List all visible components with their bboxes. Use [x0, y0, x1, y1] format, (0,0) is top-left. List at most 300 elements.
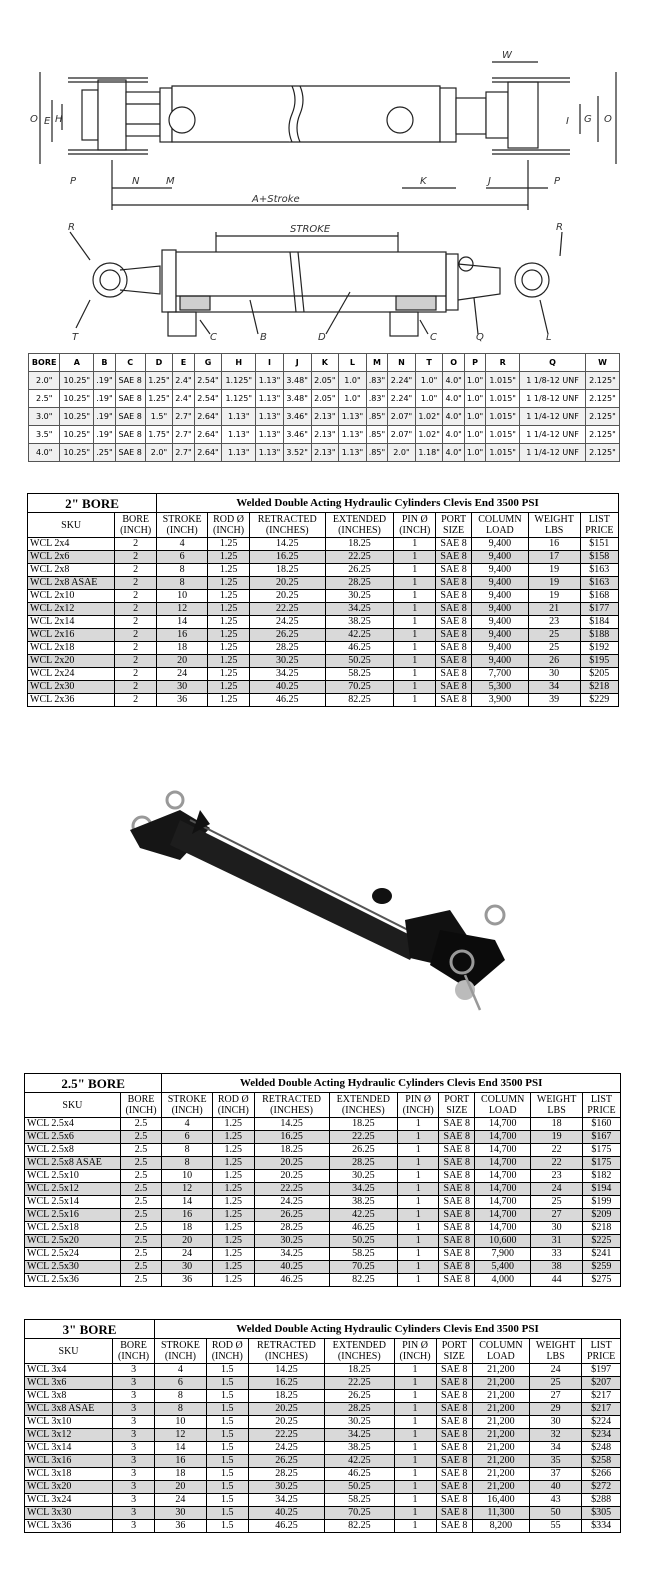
table-cell: 27 [529, 1390, 581, 1403]
column-header-line2: PRICE [587, 1105, 616, 1116]
table-cell: 1.25 [208, 629, 250, 642]
column-header-line2: SIZE [443, 1351, 465, 1362]
table-row [28, 538, 619, 551]
table-cell: 1 [394, 590, 436, 603]
column-header [115, 513, 157, 538]
dim-cell: 1.0" [415, 390, 443, 408]
table-cell: 1.25 [213, 1209, 254, 1222]
table-cell: 8 [155, 1390, 207, 1403]
dim-cell: 1 1/8-12 UNF [520, 372, 586, 390]
table-cell: 3 [113, 1416, 155, 1429]
table-cell: 1.5 [206, 1520, 248, 1533]
table-cell: 34.25 [249, 668, 325, 681]
table-cell: $229 [580, 694, 618, 707]
table-cell: 30.25 [325, 1416, 394, 1429]
dim-cell: C [115, 354, 145, 372]
dim-cell: 1.13" [256, 372, 284, 390]
dim-cell: 2.64" [194, 444, 222, 462]
table-cell: 30 [531, 1222, 583, 1235]
column-header-line1: EXTENDED [336, 1094, 390, 1105]
table-cell: 18.25 [329, 1118, 397, 1131]
column-header-line1: ROD Ø [213, 514, 244, 525]
dim-cell: 4.0" [443, 390, 464, 408]
column-header-line1: BORE [127, 1094, 155, 1105]
table-cell: SAE 8 [439, 1157, 475, 1170]
sku-cell: WCL 2.5x12 [25, 1183, 121, 1196]
sku-cell: WCL 3x12 [25, 1429, 113, 1442]
table-cell: SAE 8 [436, 1468, 472, 1481]
table-cell: 44 [531, 1274, 583, 1287]
sku-cell: WCL 2x4 [28, 538, 115, 551]
dim-cell: 3.52" [283, 444, 311, 462]
table-cell: $151 [580, 538, 618, 551]
table-cell: SAE 8 [439, 1209, 475, 1222]
table-row [28, 668, 619, 681]
table-cell: $184 [580, 616, 618, 629]
dim-cell: SAE 8 [115, 426, 145, 444]
table-cell: 2 [115, 681, 157, 694]
table-cell: 8 [155, 1403, 207, 1416]
table-cell: 1.25 [213, 1144, 254, 1157]
dim-cell: 10.25" [60, 408, 94, 426]
table-cell: $272 [582, 1481, 621, 1494]
table-cell: 2.5 [120, 1118, 161, 1131]
dim-cell: .85" [366, 444, 387, 462]
table-cell: 30 [528, 668, 580, 681]
table-cell: 3 [113, 1377, 155, 1390]
table-cell: 29 [529, 1403, 581, 1416]
table-cell: 1.5 [206, 1364, 248, 1377]
column-header [25, 1093, 121, 1118]
sku-cell: WCL 2x14 [28, 616, 115, 629]
dim-cell: .85" [366, 426, 387, 444]
table-cell: 26.25 [249, 629, 325, 642]
section-view-drawing [0, 218, 650, 348]
sku-cell: WCL 2.5x14 [25, 1196, 121, 1209]
table-cell: 24.25 [248, 1442, 324, 1455]
table-cell: $334 [582, 1520, 621, 1533]
table-row [25, 1183, 621, 1196]
table-cell: 1 [394, 668, 436, 681]
table-cell: 20.25 [254, 1170, 329, 1183]
table-cell: 2.5 [120, 1131, 161, 1144]
column-header [113, 1339, 155, 1364]
table-row [25, 1209, 621, 1222]
svg-text:J: J [488, 176, 491, 187]
a-stroke-label: A+Stroke [252, 194, 300, 205]
table-cell: 3 [113, 1520, 155, 1533]
table-cell: $241 [582, 1248, 620, 1261]
table-cell: SAE 8 [439, 1144, 475, 1157]
table-cell: 1 [394, 1416, 436, 1429]
column-header-line1: STROKE [160, 1340, 200, 1351]
dim-cell: 2.24" [388, 390, 416, 408]
bore-title: 3" BORE [25, 1320, 155, 1339]
dim-cell: 2.4" [173, 390, 194, 408]
table-cell: 1 [394, 1507, 436, 1520]
table-cell: 2.5 [120, 1157, 161, 1170]
table-cell: 20 [155, 1481, 207, 1494]
table-cell: 2 [115, 655, 157, 668]
dim-cell: 1 1/4-12 UNF [520, 444, 586, 462]
table-cell: 21,200 [472, 1455, 529, 1468]
table-cell: 3 [113, 1468, 155, 1481]
table-cell: 16.25 [254, 1131, 329, 1144]
table-cell: 14,700 [475, 1131, 531, 1144]
table-cell: 34.25 [325, 1429, 394, 1442]
column-header-line1: PORT [441, 514, 467, 525]
table-cell: SAE 8 [436, 1429, 472, 1442]
table-cell: 11,300 [472, 1507, 529, 1520]
table-row [25, 1196, 621, 1209]
column-header-line1: SKU [62, 1099, 83, 1111]
table-cell: SAE 8 [436, 1364, 472, 1377]
table-cell: 28.25 [248, 1468, 324, 1481]
table-cell: 14.25 [249, 538, 325, 551]
table-cell: 2 [115, 629, 157, 642]
column-header [162, 1093, 213, 1118]
table-cell: 25 [531, 1196, 583, 1209]
column-header [582, 1093, 620, 1118]
table-cell: SAE 8 [439, 1261, 475, 1274]
table-cell: 1.5 [206, 1481, 248, 1494]
sku-cell: WCL 2x8 ASAE [28, 577, 115, 590]
sku-cell: WCL 3x16 [25, 1455, 113, 1468]
dim-cell: 1.015" [486, 372, 520, 390]
table-cell: SAE 8 [436, 1455, 472, 1468]
table-row [25, 1170, 621, 1183]
column-header [394, 1339, 436, 1364]
sku-cell: WCL 3x24 [25, 1494, 113, 1507]
table-row [28, 694, 619, 707]
dim-cell: 2.5" [29, 390, 60, 408]
table-cell: SAE 8 [436, 1494, 472, 1507]
column-header-line1: PORT [441, 1340, 467, 1351]
table-cell: 34 [529, 1442, 581, 1455]
table-cell: 9,400 [472, 551, 529, 564]
table-cell: 18.25 [249, 564, 325, 577]
table-cell: 7,700 [472, 668, 529, 681]
svg-text:E: E [44, 116, 51, 127]
table-cell: 1 [394, 603, 436, 616]
column-header-line1: EXTENDED [332, 1340, 386, 1351]
table-row [25, 1403, 621, 1416]
table-cell: 1 [394, 1455, 436, 1468]
dim-cell: 2.64" [194, 408, 222, 426]
dim-cell: D [145, 354, 173, 372]
table-cell: 46.25 [249, 694, 325, 707]
column-header-line2: (INCH) [118, 1351, 150, 1362]
table-cell: 10 [157, 590, 208, 603]
svg-text:L: L [546, 332, 552, 343]
table-cell: 14,700 [475, 1118, 531, 1131]
dim-cell: 2.24" [388, 372, 416, 390]
table-cell: 28.25 [249, 642, 325, 655]
column-header-line1: WEIGHT [536, 1094, 577, 1105]
dim-cell: 2.7" [173, 408, 194, 426]
table-cell: 26.25 [248, 1455, 324, 1468]
column-header-line2: (INCH) [399, 525, 431, 536]
table-cell: 2 [115, 577, 157, 590]
table-cell: $199 [582, 1196, 620, 1209]
table-cell: 37 [529, 1468, 581, 1481]
table-cell: 1.5 [206, 1455, 248, 1468]
dim-cell: 1.0" [339, 390, 367, 408]
table-cell: 1 [394, 1442, 436, 1455]
table-cell: 9,400 [472, 642, 529, 655]
table-cell: 27 [531, 1209, 583, 1222]
table-cell: 34.25 [248, 1494, 324, 1507]
table-cell: 2 [115, 564, 157, 577]
table-cell: 28.25 [325, 577, 394, 590]
column-header-line1: BORE [122, 514, 149, 525]
table-cell: SAE 8 [436, 590, 472, 603]
column-header-line1: BORE [120, 1340, 147, 1351]
table-cell: 6 [162, 1131, 213, 1144]
table-cell: 20 [157, 655, 208, 668]
table-row [28, 629, 619, 642]
table-cell: 10 [155, 1416, 207, 1429]
dim-cell: .19" [94, 372, 115, 390]
table-cell: 1.25 [213, 1222, 254, 1235]
svg-text:Q: Q [476, 332, 484, 343]
table-cell: SAE 8 [439, 1235, 475, 1248]
dim-cell: 3.0" [29, 408, 60, 426]
table-cell: 22 [531, 1157, 583, 1170]
table-cell: 3,900 [472, 694, 529, 707]
dim-cell: 3.5" [29, 426, 60, 444]
table-cell: 30 [162, 1261, 213, 1274]
column-header-line2: LBS [546, 1351, 565, 1362]
table-cell: 30.25 [325, 590, 394, 603]
dim-cell: E [173, 354, 194, 372]
sku-cell: WCL 2.5x18 [25, 1222, 121, 1235]
svg-text:P: P [70, 176, 77, 187]
table-cell: 14 [162, 1196, 213, 1209]
table-cell: SAE 8 [436, 1442, 472, 1455]
table-cell: 25 [529, 1377, 581, 1390]
table-row [25, 1131, 621, 1144]
table-cell: 14,700 [475, 1144, 531, 1157]
sku-cell: WCL 2.5x36 [25, 1274, 121, 1287]
table-row [25, 1494, 621, 1507]
table-cell: 9,400 [472, 603, 529, 616]
table-cell: 1 [394, 1390, 436, 1403]
column-header-line2: LOAD [487, 1351, 515, 1362]
table-cell: $188 [580, 629, 618, 642]
table-cell: SAE 8 [439, 1196, 475, 1209]
sku-cell: WCL 3x36 [25, 1520, 113, 1533]
column-header-line1: PIN Ø [401, 514, 428, 525]
table-cell: $205 [580, 668, 618, 681]
sku-cell: WCL 3x18 [25, 1468, 113, 1481]
dim-cell: SAE 8 [115, 444, 145, 462]
table-row [25, 1520, 621, 1533]
table-cell: SAE 8 [436, 1520, 472, 1533]
column-header-line2: (INCH) [120, 525, 152, 536]
table-cell: 1 [398, 1209, 439, 1222]
table-cell: 34.25 [254, 1248, 329, 1261]
column-header [529, 1339, 581, 1364]
table-cell: 46.25 [325, 642, 394, 655]
table-cell: 1.5 [206, 1442, 248, 1455]
table-cell: $163 [580, 577, 618, 590]
sku-cell: WCL 3x8 [25, 1390, 113, 1403]
table-cell: 40.25 [249, 681, 325, 694]
column-header-line1: PORT [444, 1094, 470, 1105]
table-cell: SAE 8 [436, 681, 472, 694]
table-cell: 3 [113, 1494, 155, 1507]
sku-cell: WCL 2x8 [28, 564, 115, 577]
dim-cell: 4.0" [443, 372, 464, 390]
table-cell: 19 [531, 1131, 583, 1144]
sku-cell: WCL 3x20 [25, 1481, 113, 1494]
column-header-line2: (INCH) [164, 1351, 196, 1362]
table-cell: 24.25 [249, 616, 325, 629]
table-cell: 21,200 [472, 1364, 529, 1377]
table-cell: 8 [157, 577, 208, 590]
column-header [439, 1093, 475, 1118]
table-cell: 1 [394, 538, 436, 551]
table-row [25, 1222, 621, 1235]
table-cell: 58.25 [325, 1494, 394, 1507]
dim-cell: H [222, 354, 256, 372]
column-header [325, 1339, 394, 1364]
column-header-line2: (INCH) [211, 1351, 243, 1362]
table-cell: 20.25 [249, 577, 325, 590]
table-cell: 18 [531, 1118, 583, 1131]
column-header-line2: LBS [547, 1105, 566, 1116]
table-row [25, 1144, 621, 1157]
column-header-line2: (INCHES) [270, 1105, 313, 1116]
table-row [28, 603, 619, 616]
dim-cell: 1.75" [145, 426, 173, 444]
dim-cell: O [443, 354, 464, 372]
dim-cell: 1.13" [222, 444, 256, 462]
sku-cell: WCL 2x36 [28, 694, 115, 707]
table-cell: 1.25 [208, 668, 250, 681]
bore-title: 2.5" BORE [25, 1074, 162, 1093]
price-table-2-bore [27, 493, 619, 707]
table-cell: 30.25 [248, 1481, 324, 1494]
table-cell: 26.25 [254, 1209, 329, 1222]
dim-cell: 3.46" [283, 426, 311, 444]
table-cell: 1 [394, 1468, 436, 1481]
table-cell: 32 [529, 1429, 581, 1442]
table-cell: 3 [113, 1429, 155, 1442]
table-cell: 24 [529, 1364, 581, 1377]
table-cell: 3 [113, 1403, 155, 1416]
dim-cell: N [388, 354, 416, 372]
column-header [157, 513, 208, 538]
table-cell: 1 [394, 681, 436, 694]
column-header-line1: SKU [61, 519, 82, 531]
table-cell: 21,200 [472, 1377, 529, 1390]
table-cell: $217 [582, 1390, 621, 1403]
table-cell: 20.25 [249, 590, 325, 603]
table-cell: 1.5 [206, 1377, 248, 1390]
table-cell: 24 [155, 1494, 207, 1507]
dim-cell: 2.7" [173, 426, 194, 444]
table-cell: 1.25 [208, 564, 250, 577]
column-header [394, 513, 436, 538]
table-cell: 46.25 [325, 1468, 394, 1481]
column-header-line2: LOAD [485, 525, 514, 536]
dim-cell: 1.015" [486, 444, 520, 462]
table-cell: 1.25 [208, 577, 250, 590]
table-row [25, 1274, 621, 1287]
table-row [25, 1507, 621, 1520]
column-header [120, 1093, 161, 1118]
svg-text:H: H [55, 114, 63, 125]
table-cell: 26.25 [325, 564, 394, 577]
svg-text:B: B [260, 332, 267, 343]
table-cell: 4 [162, 1118, 213, 1131]
dim-cell: BORE [29, 354, 60, 372]
column-header-line2: LOAD [488, 1105, 517, 1116]
table-cell: 1 [398, 1131, 439, 1144]
table-cell: 2 [115, 694, 157, 707]
dim-cell: 4.0" [443, 444, 464, 462]
dim-cell: .19" [94, 426, 115, 444]
dim-header-row [29, 354, 620, 372]
table-cell: 46.25 [248, 1520, 324, 1533]
svg-text:P: P [554, 176, 561, 187]
table-row [28, 681, 619, 694]
sku-cell: WCL 2x30 [28, 681, 115, 694]
table-cell: 42.25 [325, 629, 394, 642]
column-header [398, 1093, 439, 1118]
column-header [531, 1093, 583, 1118]
dim-cell: SAE 8 [115, 408, 145, 426]
column-header-row [25, 1093, 621, 1118]
table-cell: 3 [113, 1442, 155, 1455]
table-cell: $160 [582, 1118, 620, 1131]
table-cell: 16 [528, 538, 580, 551]
dim-cell: K [311, 354, 339, 372]
dim-cell: 2.125" [585, 408, 619, 426]
column-header-line1: STROKE [167, 1094, 207, 1105]
table-cell: 7,900 [475, 1248, 531, 1261]
table-cell: 24 [162, 1248, 213, 1261]
table-cell: 9,400 [472, 577, 529, 590]
column-header-line2: PRICE [585, 525, 614, 536]
table-cell: 14,700 [475, 1209, 531, 1222]
table-cell: $192 [580, 642, 618, 655]
table-cell: 1 [398, 1235, 439, 1248]
table-cell: 1.25 [208, 694, 250, 707]
column-header [28, 513, 115, 538]
column-header [254, 1093, 329, 1118]
table-cell: 30 [155, 1507, 207, 1520]
table-cell: 22.25 [248, 1429, 324, 1442]
table-cell: $163 [580, 564, 618, 577]
svg-text:C: C [210, 332, 217, 343]
table-cell: SAE 8 [436, 1390, 472, 1403]
table-cell: 1.25 [208, 603, 250, 616]
table-cell: 2.5 [120, 1183, 161, 1196]
table-cell: 9,400 [472, 564, 529, 577]
dim-cell: 2.0" [388, 444, 416, 462]
column-header-line2: (INCH) [171, 1105, 203, 1116]
column-header-line2: (INCHES) [341, 1105, 385, 1116]
table-cell: 58.25 [325, 668, 394, 681]
table-cell: SAE 8 [436, 642, 472, 655]
table-cell: 1.5 [206, 1390, 248, 1403]
table-cell: 1 [398, 1170, 439, 1183]
table-cell: 4 [155, 1364, 207, 1377]
dim-cell: 2.0" [29, 372, 60, 390]
